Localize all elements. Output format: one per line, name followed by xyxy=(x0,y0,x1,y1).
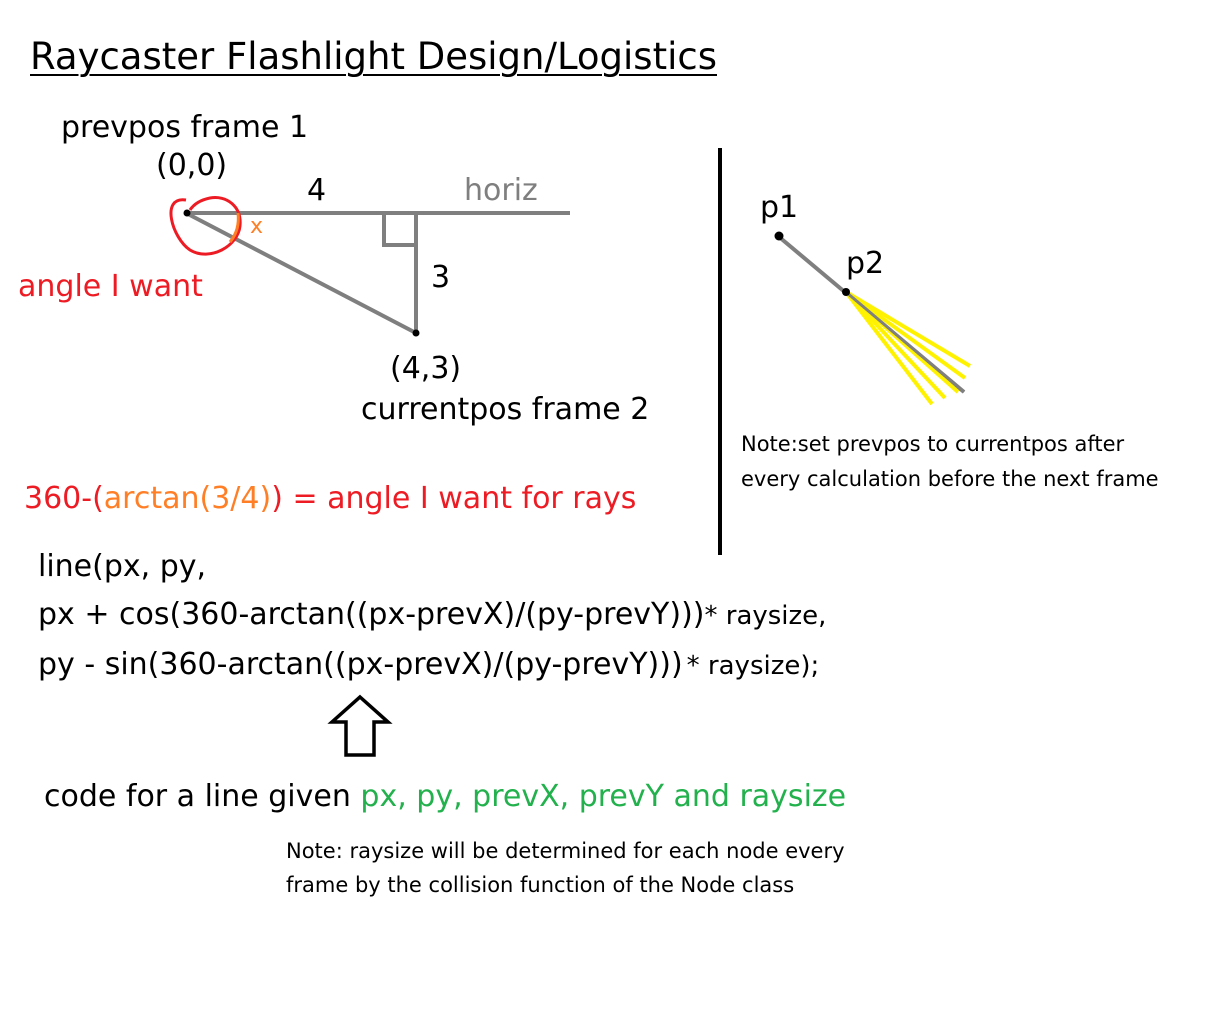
code-line-3-tail: * raysize); xyxy=(686,651,820,681)
raysize-note-line-1: Note: raysize will be determined for each node every xyxy=(286,839,845,863)
up-arrow-icon xyxy=(332,697,388,755)
formula-prefix: 360-( xyxy=(24,481,104,516)
direction-line-center xyxy=(846,292,964,392)
angle-label: angle I want xyxy=(18,269,203,304)
right-angle-marker xyxy=(384,213,416,245)
point-p2 xyxy=(842,288,850,296)
p2-label: p2 xyxy=(846,246,885,281)
p1-label: p1 xyxy=(760,190,799,225)
hypotenuse xyxy=(186,213,416,333)
raysize-note-line-2: frame by the collision function of the Node class xyxy=(286,873,795,897)
code-line-1: line(px, py, xyxy=(38,549,207,584)
caption-text: code for a line given xyxy=(44,779,361,814)
prevpos-label: prevpos frame 1 xyxy=(61,110,309,145)
ray xyxy=(846,292,932,404)
prevpos-coordinate: (0,0) xyxy=(156,148,228,183)
code-line-2-tail: * raysize, xyxy=(704,601,827,631)
ray xyxy=(846,292,945,398)
currentpos-coordinate: (4,3) xyxy=(390,351,462,386)
horiz-label: horiz xyxy=(464,173,538,208)
angle-symbol: x xyxy=(250,214,264,239)
horizontal-side-length: 4 xyxy=(307,173,327,208)
formula-suffix: ) = angle I want for rays xyxy=(271,481,637,516)
code-line-2-main: px + cos(360-arctan((px-prevX)/(py-prevY))) xyxy=(38,597,705,632)
prevpos-note-line-1: Note:set prevpos to currentpos after xyxy=(741,432,1125,456)
angle-formula xyxy=(24,481,637,516)
code-caption xyxy=(44,779,847,814)
point-currentpos xyxy=(413,330,420,337)
code-line-3 xyxy=(38,647,820,682)
currentpos-label: currentpos frame 2 xyxy=(361,392,650,427)
page-title: Raycaster Flashlight Design/Logistics xyxy=(30,35,717,78)
code-line-2 xyxy=(38,597,827,632)
caption-variables: px, py, prevX, prevY and raysize xyxy=(360,779,847,814)
red-circle-mark xyxy=(171,198,240,255)
vertical-side-length: 3 xyxy=(431,260,451,295)
prevpos-note-line-2: every calculation before the next frame xyxy=(741,467,1159,491)
formula-arctan: arctan(3/4) xyxy=(103,481,272,516)
ray xyxy=(846,292,965,378)
point-p1 xyxy=(775,232,784,241)
point-prevpos xyxy=(184,210,191,217)
code-line-3-main: py - sin(360-arctan((px-prevX)/(py-prevY))) xyxy=(38,647,683,682)
